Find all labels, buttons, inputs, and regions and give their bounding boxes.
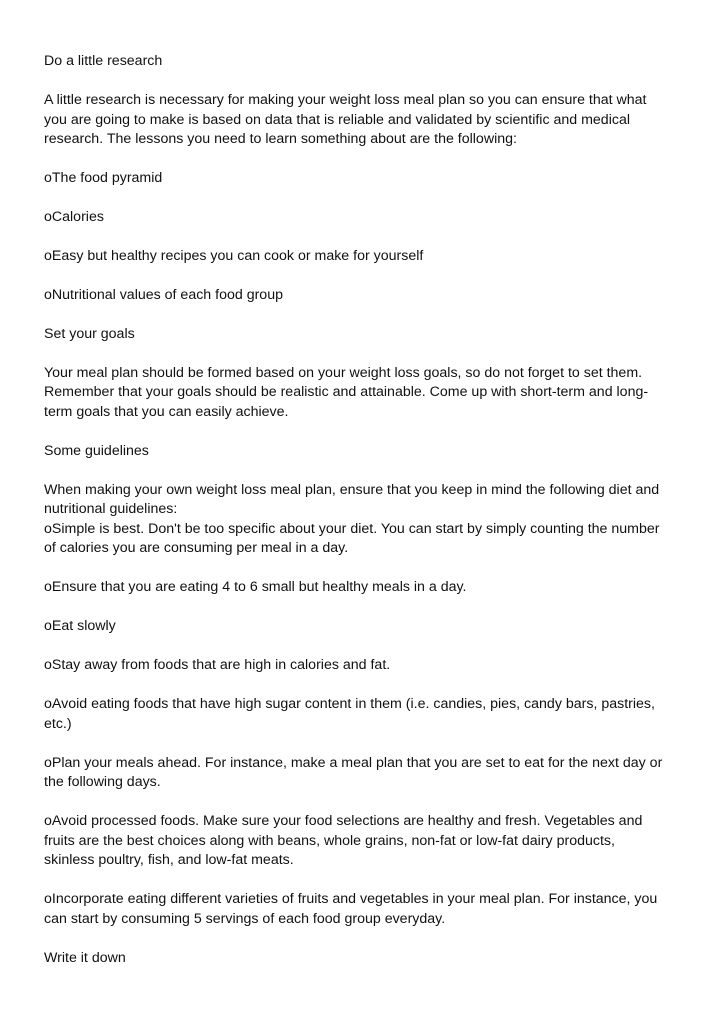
lesson-item-nutritional-values: oNutritional values of each food group xyxy=(44,287,283,303)
guideline-processed-line-1: oAvoid processed foods. Make sure your food selections are healthy and fresh. Vegetables and xyxy=(44,813,643,829)
guideline-plan-line-1: oPlan your meals ahead. For instance, make a meal plan that you are set to eat for the next day or xyxy=(44,755,663,771)
heading-set-your-goals: Set your goals xyxy=(44,326,135,342)
guideline-stay-away: oStay away from foods that are high in calories and fat. xyxy=(44,657,391,673)
goals-paragraph-line-2: Remember that your goals should be realistic and attainable. Come up with short-term and long- xyxy=(44,384,649,400)
guideline-sugar-line-1: oAvoid eating foods that have high sugar content in them (i.e. candies, pies, candy bars, pastries, xyxy=(44,696,655,712)
guideline-small-meals: oEnsure that you are eating 4 to 6 small but healthy meals in a day. xyxy=(44,579,467,595)
guideline-varieties-line-1: oIncorporate eating different varieties of fruits and vegetables in your meal plan. For instance, you xyxy=(44,891,658,907)
guideline-simple-line-1: oSimple is best. Don't be too specific about your diet. You can start by simply counting the number xyxy=(44,521,660,537)
research-paragraph-line-2: you are going to make is based on data that is reliable and validated by scientific and medical xyxy=(44,112,630,128)
guideline-processed-line-2: fruits are the best choices along with beans, whole grains, non-fat or low-fat dairy products, xyxy=(44,833,615,849)
guideline-varieties-line-2: can start by consuming 5 servings of each food group everyday. xyxy=(44,911,446,927)
research-paragraph-line-3: research. The lessons you need to learn something about are the following: xyxy=(44,131,517,147)
guideline-eat-slowly: oEat slowly xyxy=(44,618,116,634)
lesson-item-food-pyramid: oThe food pyramid xyxy=(44,170,163,186)
guideline-sugar-line-2: etc.) xyxy=(44,716,72,732)
lesson-item-recipes: oEasy but healthy recipes you can cook or make for yourself xyxy=(44,248,424,264)
goals-paragraph-line-1: Your meal plan should be formed based on your weight loss goals, so do not forget to set them. xyxy=(44,365,643,381)
heading-some-guidelines: Some guidelines xyxy=(44,443,149,459)
guideline-simple-line-2: of calories you are consuming per meal in a day. xyxy=(44,540,349,556)
guideline-processed-line-3: skinless poultry, fish, and low-fat meats. xyxy=(44,852,294,868)
heading-do-a-little-research: Do a little research xyxy=(44,53,163,69)
research-paragraph-line-1: A little research is necessary for making your weight loss meal plan so you can ensure that what xyxy=(44,92,647,108)
guideline-plan-line-2: the following days. xyxy=(44,774,161,790)
guidelines-intro-line-2: nutritional guidelines: xyxy=(44,501,178,517)
lesson-item-calories: oCalories xyxy=(44,209,104,225)
goals-paragraph-line-3: term goals that you can easily achieve. xyxy=(44,404,289,420)
heading-write-it-down: Write it down xyxy=(44,950,126,966)
guidelines-intro-line-1: When making your own weight loss meal plan, ensure that you keep in mind the following diet and xyxy=(44,482,660,498)
